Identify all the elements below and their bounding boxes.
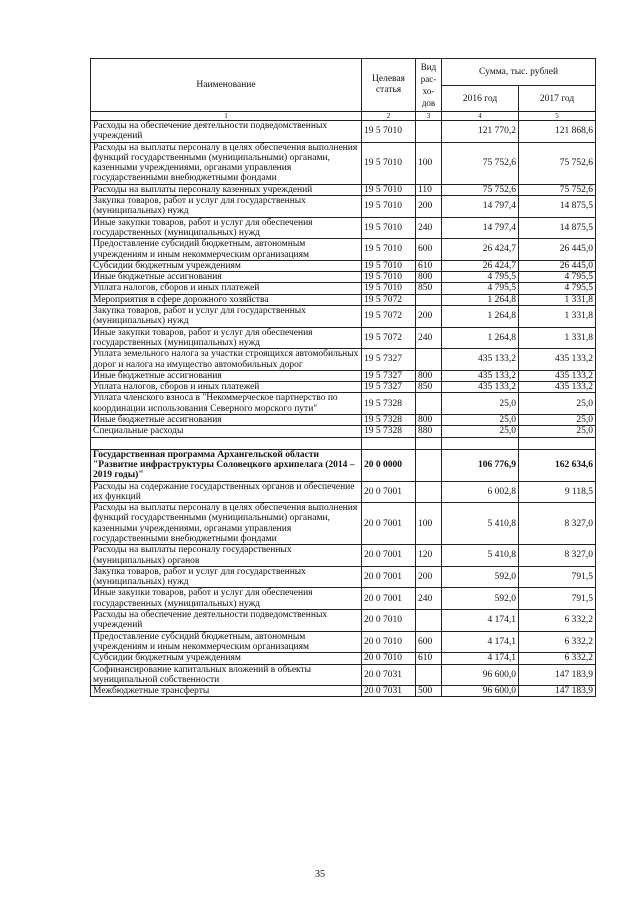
expense-type: 200 <box>416 566 442 588</box>
amount-2016: 4 174,1 <box>442 610 519 632</box>
target-article: 19 5 7010 <box>362 184 416 195</box>
table-row <box>91 449 596 481</box>
row-name: Субсидии бюджетным учреждениям <box>91 653 362 664</box>
amount-2016: 25,0 <box>442 393 519 415</box>
row-name: Уплата налогов, сборов и иных платежей <box>91 283 362 294</box>
amount-2017: 791,5 <box>519 588 596 610</box>
row-name: Иные бюджетные ассигнования <box>91 415 362 426</box>
column-number: 1 <box>91 112 362 121</box>
amount-2017: 6 332,2 <box>519 631 596 653</box>
row-name: Закупка товаров, работ и услуг для государственных (муниципальных) нужд <box>91 566 362 588</box>
target-article: 19 5 7010 <box>362 121 416 143</box>
row-name: Мероприятия в сфере дорожного хозяйства <box>91 294 362 305</box>
row-name: Иные закупки товаров, работ и услуг для обеспечения государственных (муниципальных) нужд <box>91 327 362 349</box>
header-name: Наименование <box>91 59 362 112</box>
row-name: Уплата земельного налога за участки строящихся автомобильных дорог и налога на имущество автомобильных дорог <box>91 349 362 371</box>
table-row <box>91 631 596 653</box>
table-row <box>91 272 596 283</box>
amount-2016: 592,0 <box>442 566 519 588</box>
table-row <box>91 121 596 143</box>
table-row <box>91 393 596 415</box>
target-article: 19 5 7327 <box>362 382 416 393</box>
target-article: 19 5 7010 <box>362 142 416 184</box>
table-row <box>91 664 596 686</box>
amount-2017: 6 332,2 <box>519 610 596 632</box>
expense-type <box>416 664 442 686</box>
table-row-spacer <box>91 437 596 449</box>
target-article: 19 5 7010 <box>362 283 416 294</box>
column-number: 5 <box>519 112 596 121</box>
table-row <box>91 610 596 632</box>
amount-2016: 75 752,6 <box>442 142 519 184</box>
amount-2017: 25,0 <box>519 415 596 426</box>
amount-2016 <box>442 437 519 449</box>
amount-2017: 26 445,0 <box>519 239 596 261</box>
amount-2017: 1 331,8 <box>519 327 596 349</box>
amount-2017: 26 445,0 <box>519 260 596 271</box>
amount-2017: 1 331,8 <box>519 306 596 328</box>
target-article <box>362 437 416 449</box>
target-article: 19 5 7328 <box>362 415 416 426</box>
expense-type: 610 <box>416 260 442 271</box>
expense-type: 240 <box>416 217 442 239</box>
expense-type: 880 <box>416 426 442 437</box>
amount-2017: 9 118,5 <box>519 481 596 503</box>
table-row <box>91 382 596 393</box>
row-name: Уплата налогов, сборов и иных платежей <box>91 382 362 393</box>
amount-2017: 1 331,8 <box>519 294 596 305</box>
amount-2017: 147 183,9 <box>519 686 596 697</box>
amount-2016: 121 770,2 <box>442 121 519 143</box>
amount-2016: 4 174,1 <box>442 631 519 653</box>
table-row <box>91 566 596 588</box>
amount-2016: 592,0 <box>442 588 519 610</box>
row-name: Специальные расходы <box>91 426 362 437</box>
amount-2016: 14 797,4 <box>442 196 519 218</box>
amount-2016: 5 410,8 <box>442 503 519 545</box>
column-number: 2 <box>362 112 416 121</box>
amount-2016: 435 133,2 <box>442 382 519 393</box>
amount-2016: 1 264,8 <box>442 294 519 305</box>
amount-2016: 4 795,5 <box>442 283 519 294</box>
row-name: Закупка товаров, работ и услуг для государственных (муниципальных) нужд <box>91 306 362 328</box>
expense-type: 110 <box>416 184 442 195</box>
column-number: 3 <box>416 112 442 121</box>
row-name: Иные бюджетные ассигнования <box>91 370 362 381</box>
column-number: 4 <box>442 112 519 121</box>
table-row <box>91 196 596 218</box>
table-row <box>91 306 596 328</box>
amount-2017: 75 752,6 <box>519 184 596 195</box>
amount-2016: 14 797,4 <box>442 217 519 239</box>
table-row <box>91 426 596 437</box>
table-row <box>91 327 596 349</box>
target-article: 20 0 7001 <box>362 481 416 503</box>
amount-2017: 435 133,2 <box>519 382 596 393</box>
expense-type: 850 <box>416 382 442 393</box>
amount-2017: 6 332,2 <box>519 653 596 664</box>
target-article: 20 0 7031 <box>362 664 416 686</box>
amount-2016: 75 752,6 <box>442 184 519 195</box>
amount-2017: 4 795,5 <box>519 283 596 294</box>
expense-type <box>416 481 442 503</box>
target-article: 19 5 7072 <box>362 327 416 349</box>
amount-2017: 435 133,2 <box>519 370 596 381</box>
amount-2016: 26 424,7 <box>442 239 519 261</box>
table-row <box>91 184 596 195</box>
header-year-2016: 2016 год <box>442 86 519 112</box>
row-name: Иные закупки товаров, работ и услуг для обеспечения государственных (муниципальных) нужд <box>91 588 362 610</box>
target-article: 19 5 7327 <box>362 349 416 371</box>
row-name: Иные закупки товаров, работ и услуг для обеспечения государственных (муниципальных) нужд <box>91 217 362 239</box>
row-name: Расходы на выплаты персоналу в целях обеспечения выполнения функций государственными (муниципальными) органами, казенными учреждениями, органами управления государственными внебюджетными фондами <box>91 503 362 545</box>
target-article: 20 0 7001 <box>362 588 416 610</box>
row-name: Расходы на обеспечение деятельности подведомственных учреждений <box>91 610 362 632</box>
target-article: 19 5 7010 <box>362 260 416 271</box>
table-row <box>91 260 596 271</box>
amount-2016: 25,0 <box>442 415 519 426</box>
expense-type <box>416 121 442 143</box>
budget-table <box>90 58 596 697</box>
amount-2016: 4 795,5 <box>442 272 519 283</box>
row-name: Софинансирование капитальных вложений в объекты муниципальной собственности <box>91 664 362 686</box>
amount-2016: 6 002,8 <box>442 481 519 503</box>
target-article: 19 5 7010 <box>362 272 416 283</box>
expense-type: 500 <box>416 686 442 697</box>
table-row <box>91 283 596 294</box>
expense-type: 120 <box>416 545 442 567</box>
target-article: 19 5 7010 <box>362 217 416 239</box>
amount-2017: 8 327,0 <box>519 503 596 545</box>
expense-type: 240 <box>416 588 442 610</box>
row-name: Расходы на выплаты персоналу государственных (муниципальных) органов <box>91 545 362 567</box>
row-name: Расходы на обеспечение деятельности подведомственных учреждений <box>91 121 362 143</box>
target-article: 20 0 7010 <box>362 610 416 632</box>
amount-2017: 121 868,6 <box>519 121 596 143</box>
amount-2016: 5 410,8 <box>442 545 519 567</box>
expense-type: 850 <box>416 283 442 294</box>
row-name: Предоставление субсидий бюджетным, автономным учреждениям и иным некоммерческим организациям <box>91 239 362 261</box>
table-body <box>91 112 596 697</box>
row-name: Предоставление субсидий бюджетным, автономным учреждениям и иным некоммерческим организациям <box>91 631 362 653</box>
row-name: Субсидии бюджетным учреждениям <box>91 260 362 271</box>
amount-2016: 1 264,8 <box>442 306 519 328</box>
target-article: 19 5 7010 <box>362 196 416 218</box>
table-row <box>91 370 596 381</box>
row-name: Закупка товаров, работ и услуг для государственных (муниципальных) нужд <box>91 196 362 218</box>
row-name <box>91 437 362 449</box>
table-row <box>91 545 596 567</box>
expense-type: 610 <box>416 653 442 664</box>
amount-2017: 8 327,0 <box>519 545 596 567</box>
page-number: 35 <box>315 869 325 880</box>
amount-2017: 14 875,5 <box>519 217 596 239</box>
amount-2017 <box>519 437 596 449</box>
row-name: Государственная программа Архангельской области "Развитие инфраструктуры Соловецкого архипелага (2014 – 2019 годы)" <box>91 449 362 481</box>
amount-2017: 14 875,5 <box>519 196 596 218</box>
amount-2016: 96 600,0 <box>442 664 519 686</box>
expense-type: 800 <box>416 415 442 426</box>
expense-type: 200 <box>416 196 442 218</box>
table-row <box>91 481 596 503</box>
target-article: 19 5 7072 <box>362 306 416 328</box>
expense-type: 600 <box>416 631 442 653</box>
table-header <box>91 59 596 112</box>
target-article: 20 0 7031 <box>362 686 416 697</box>
amount-2017: 147 183,9 <box>519 664 596 686</box>
expense-type: 800 <box>416 370 442 381</box>
expense-type: 100 <box>416 142 442 184</box>
expense-type: 240 <box>416 327 442 349</box>
amount-2017: 25,0 <box>519 426 596 437</box>
amount-2017: 791,5 <box>519 566 596 588</box>
amount-2016: 435 133,2 <box>442 370 519 381</box>
amount-2017: 4 795,5 <box>519 272 596 283</box>
expense-type <box>416 449 442 481</box>
amount-2016: 435 133,2 <box>442 349 519 371</box>
target-article: 19 5 7328 <box>362 393 416 415</box>
table-row <box>91 653 596 664</box>
row-name: Уплата членского взноса в "Некоммерческое партнерство по координации использования Северного морского пути" <box>91 393 362 415</box>
row-name: Расходы на выплаты персоналу в целях обеспечения выполнения функций государственными (муниципальными) органами, казенными учреждениями, органами управления государственными внебюджетными фондами <box>91 142 362 184</box>
target-article: 20 0 0000 <box>362 449 416 481</box>
amount-2016: 96 600,0 <box>442 686 519 697</box>
amount-2017: 25,0 <box>519 393 596 415</box>
amount-2016: 1 264,8 <box>442 327 519 349</box>
table-row <box>91 588 596 610</box>
amount-2016: 4 174,1 <box>442 653 519 664</box>
amount-2017: 435 133,2 <box>519 349 596 371</box>
row-name: Расходы на содержание государственных органов и обеспечение их функций <box>91 481 362 503</box>
expense-type: 200 <box>416 306 442 328</box>
target-article: 20 0 7001 <box>362 566 416 588</box>
expense-type <box>416 437 442 449</box>
table-row <box>91 415 596 426</box>
target-article: 20 0 7010 <box>362 631 416 653</box>
expense-type <box>416 294 442 305</box>
table-row <box>91 217 596 239</box>
column-number-row <box>91 112 596 121</box>
header-target-article: Целевая статья <box>362 59 416 112</box>
row-name: Межбюджетные трансферты <box>91 686 362 697</box>
expense-type: 800 <box>416 272 442 283</box>
expense-type: 100 <box>416 503 442 545</box>
target-article: 19 5 7328 <box>362 426 416 437</box>
header-sum: Сумма, тыс. рублей <box>442 59 596 86</box>
table-row <box>91 142 596 184</box>
target-article: 19 5 7010 <box>362 239 416 261</box>
table-row <box>91 349 596 371</box>
expense-type: 600 <box>416 239 442 261</box>
amount-2016: 106 776,9 <box>442 449 519 481</box>
row-name: Расходы на выплаты персоналу казенных учреждений <box>91 184 362 195</box>
expense-type <box>416 349 442 371</box>
amount-2016: 25,0 <box>442 426 519 437</box>
target-article: 19 5 7072 <box>362 294 416 305</box>
target-article: 20 0 7010 <box>362 653 416 664</box>
table-row <box>91 239 596 261</box>
table-row <box>91 503 596 545</box>
header-expense-type: Вид рас-хо-дов <box>416 59 442 112</box>
amount-2016: 26 424,7 <box>442 260 519 271</box>
amount-2017: 162 634,6 <box>519 449 596 481</box>
target-article: 20 0 7001 <box>362 503 416 545</box>
table-row <box>91 294 596 305</box>
row-name: Иные бюджетные ассигнования <box>91 272 362 283</box>
target-article: 20 0 7001 <box>362 545 416 567</box>
expense-type <box>416 610 442 632</box>
expense-type <box>416 393 442 415</box>
header-year-2017: 2017 год <box>519 86 596 112</box>
table-row <box>91 686 596 697</box>
target-article: 19 5 7327 <box>362 370 416 381</box>
amount-2017: 75 752,6 <box>519 142 596 184</box>
